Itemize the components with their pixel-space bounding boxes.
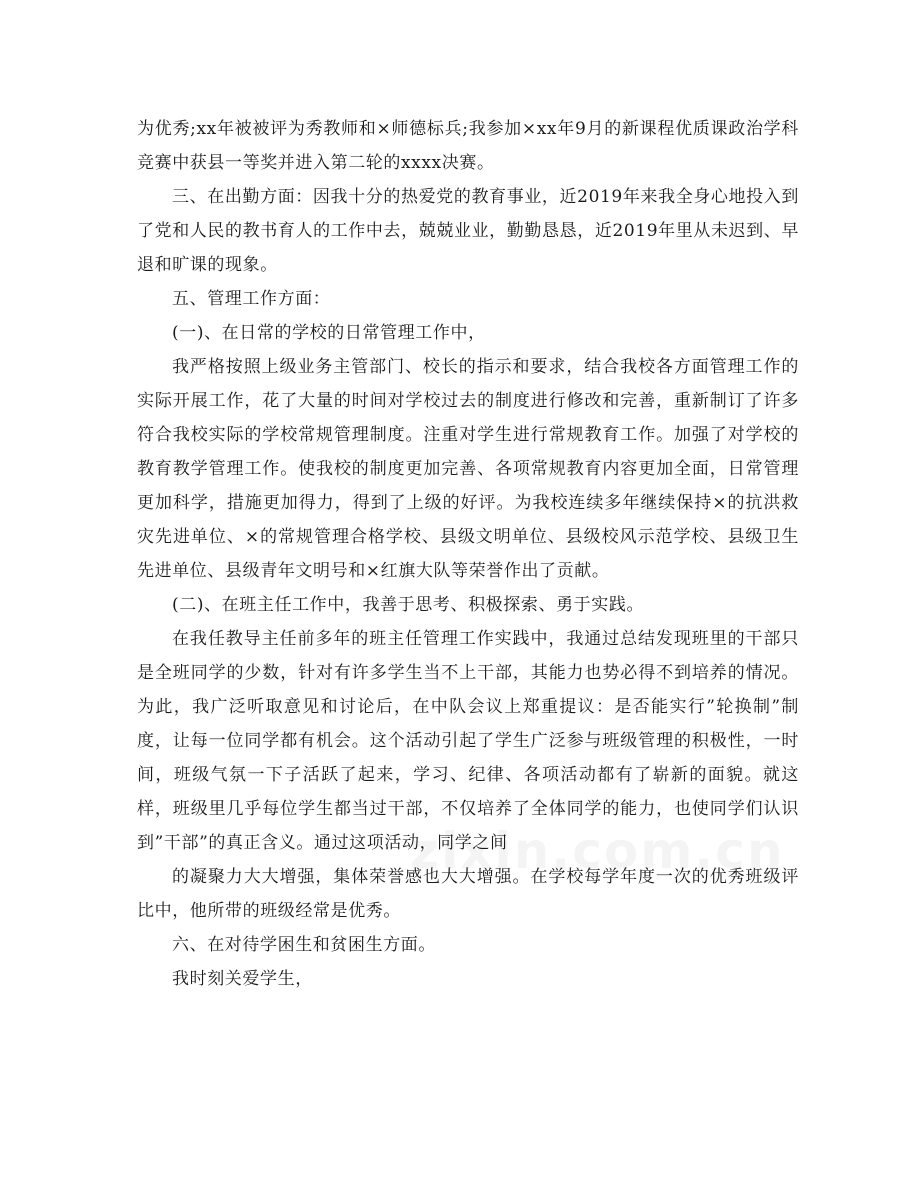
paragraph-1: 为优秀;xx年被被评为秀教师和×师德标兵;我参加×xx年9月的新课程优质课政治学科竞赛中获县一等奖并进入第二轮的xxxx决赛。	[137, 119, 799, 173]
paragraph-3-heading: 五、管理工作方面：	[172, 289, 331, 309]
paragraph-2: 三、在出勤方面：因我十分的热爱党的教育事业，近2019年来我全身心地投入到了党和人民的教书育人的工作中去，兢兢业业，勤勤恳恳，近2019年里从未迟到、早退和旷课的现象。	[137, 187, 799, 275]
paragraph-4-subheading: (一)、在日常的学校的日常管理工作中，	[172, 323, 486, 343]
paragraph-7: 在我任教导主任前多年的班主任管理工作实践中，我通过总结发现班里的干部只是全班同学的少数，针对有许多学生当不上干部，其能力也势必得不到培养的情况。为此，我广泛听取意见和讨论后，在中队会议上郑重提议：是否能实行”轮换制”制度，让每一位同学都有机会。这个活动引起了学生广泛参与班级管理的积极性，一时间，班级气氛一下子活跃了起来，学习、纪律、各项活动都有了崭新的面貌。就这样，班级里几乎每位学生都当过干部，不仅培养了全体同学的能力，也使同学们认识到”干部”的真正含义。通过这项活动，同学之间	[137, 629, 799, 853]
paragraph-5: 我严格按照上级业务主管部门、校长的指示和要求，结合我校各方面管理工作的实际开展工作，花了大量的时间对学校过去的制度进行修改和完善，重新制订了许多符合我校实际的学校常规管理制度。注重对学生进行常规教育工作。加强了对学校的教育教学管理工作。使我校的制度更加完善、各项常规教育内容更加全面，日常管理更加科学，措施更加得力，得到了上级的好评。为我校连续多年继续保持×的抗洪救灾先进单位、×的常规管理合格学校、县级文明单位、县级校风示范学校、县级卫生先进单位、县级青年文明号和×红旗大队等荣誉作出了贡献。	[137, 357, 799, 581]
paragraph-8: 的凝聚力大大增强，集体荣誉感也大大增强。在学校每学年度一次的优秀班级评比中，他所带的班级经常是优秀。	[137, 867, 799, 921]
paragraph-9-heading: 六、在对待学困生和贫困生方面。	[172, 935, 436, 955]
paragraph-6-subheading: (二)、在班主任工作中，我善于思考、积极探索、勇于实践。	[172, 595, 645, 615]
document-body	[137, 112, 799, 996]
paragraph-10: 我时刻关爱学生，	[172, 969, 313, 989]
